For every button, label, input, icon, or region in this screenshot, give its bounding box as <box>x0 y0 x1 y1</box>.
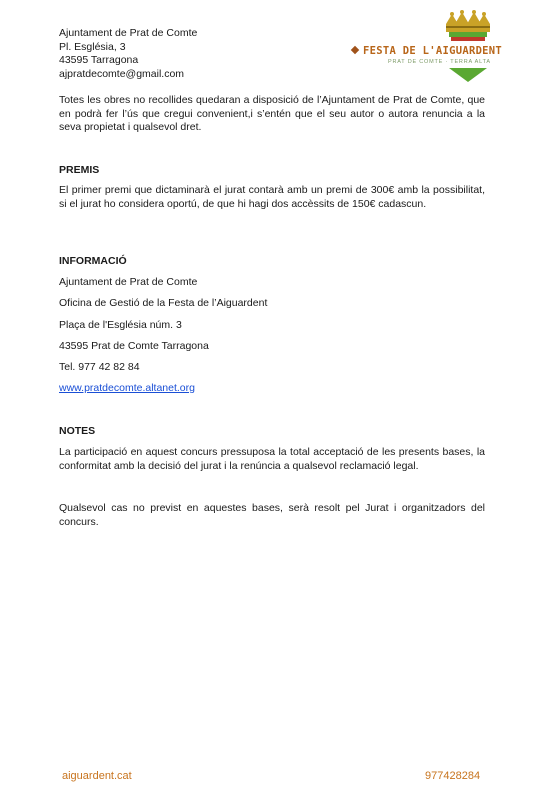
sender-address <box>59 27 197 81</box>
footer-phone: 977428284 <box>425 770 481 782</box>
brand-label: FESTA DE L'AIGUARDENT <box>363 45 503 57</box>
informacio-heading: INFORMACIÓ <box>59 255 127 267</box>
notes-paragraph: La participació en aquest concurs pressuposa la total acceptació de les presents bases, la conformitat amb la decisió del jurat i la renúncia a qualsevol reclamació legal. <box>59 446 485 472</box>
website-link[interactable]: www.pratdecomte.altanet.org <box>59 382 195 394</box>
notes-paragraph-2: Qualsevol cas no previst en aquestes bases, serà resolt pel Jurat i organitzadors del concurs. <box>59 502 485 528</box>
crown-icon <box>443 10 493 44</box>
logo-brand-text <box>348 45 518 57</box>
premis-heading: PREMIS <box>59 164 100 176</box>
premis-paragraph: El primer premi que dictaminarà el jurat contarà amb un premi de 300€ amb la possibilitat, si el jurat ho considera oportú, de que hi hagi dos accèssits de 150€ cadascun. <box>59 184 485 210</box>
info-line: 43595 Prat de Comte Tarragona <box>59 340 209 352</box>
shield-icon <box>443 68 493 82</box>
info-line: Plaça de l'Església núm. 3 <box>59 319 182 331</box>
intro-paragraph: Totes les obres no recollides quedaran a disposició de l’Ajuntament de Prat de Comte, que en podrà fer l’ús que cregui convenient,i s’entén que el seu autor o autora renuncia a la seva propietat i qualsevol dret. <box>59 94 485 133</box>
info-line: Oficina de Gestió de la Festa de l’Aiguardent <box>59 297 268 309</box>
footer-website: aiguardent.cat <box>62 770 132 782</box>
diamond-icon <box>351 46 359 54</box>
info-line: Ajuntament de Prat de Comte <box>59 276 198 288</box>
festa-logo <box>348 10 518 82</box>
address-line: Pl. Església, 3 <box>59 40 126 53</box>
address-email: ajpratdecomte@gmail.com <box>59 67 185 80</box>
notes-heading: NOTES <box>59 425 96 437</box>
address-line: Ajuntament de Prat de Comte <box>59 27 198 39</box>
info-line: Tel. 977 42 82 84 <box>59 361 140 373</box>
logo-subtitle: PRAT DE COMTE · TERRA ALTA <box>388 59 491 65</box>
address-line: 43595 Tarragona <box>59 54 139 66</box>
